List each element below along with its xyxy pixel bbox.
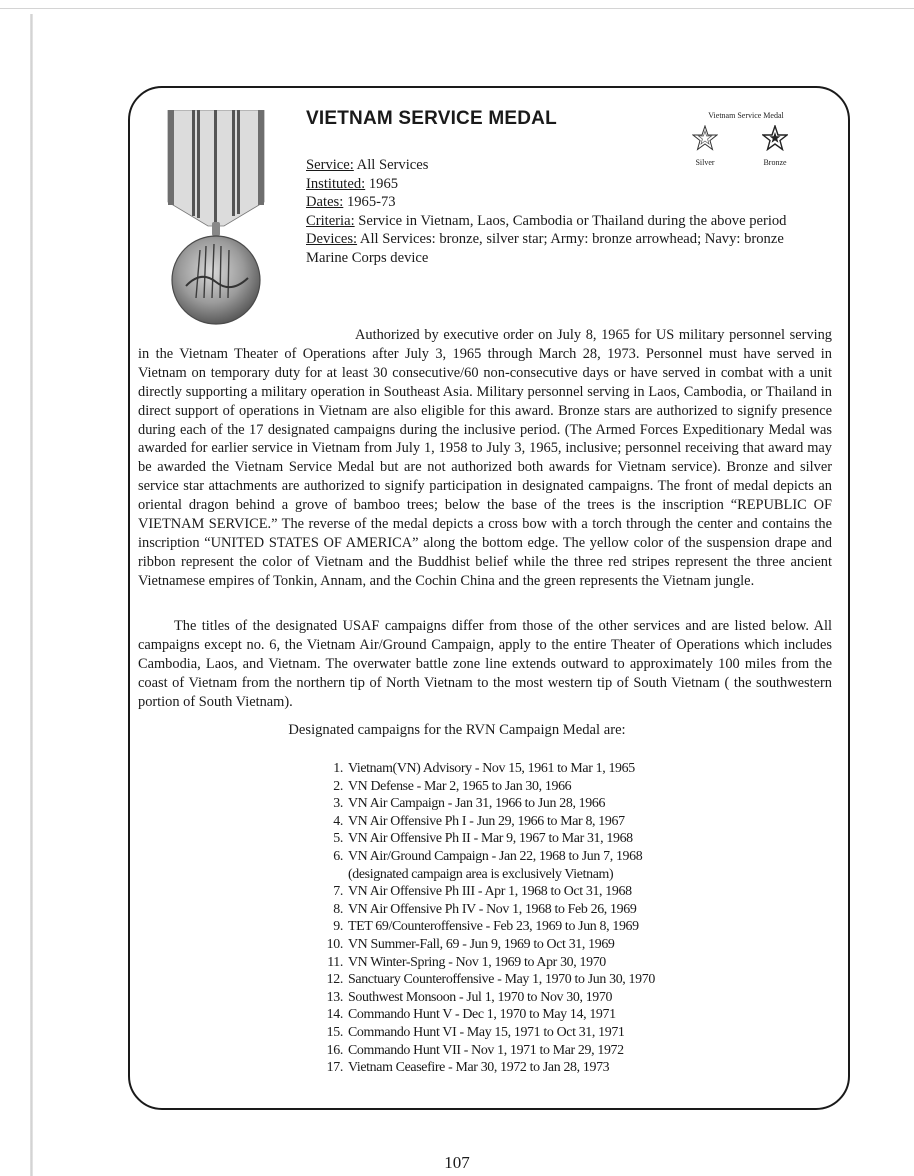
campaign-item: 4. VN Air Offensive Ph I - Jun 29, 1966 to Mar 8, 1967 [333, 813, 625, 829]
campaign-list [324, 760, 804, 1077]
campaign-item: 7. VN Air Offensive Ph III - Apr 1, 1968 to Oct 31, 1968 [333, 884, 632, 900]
campaign-item: 5. VN Air Offensive Ph II - Mar 9, 1967 to Mar 31, 1968 [333, 831, 633, 847]
campaign-item: 12. Sanctuary Counteroffensive - May 1, 1970 to Jun 30, 1970 [326, 972, 655, 988]
medal-ring [212, 222, 220, 236]
fact-instituted: Instituted: 1965 [306, 175, 399, 192]
campaign-item: 8. VN Air Offensive Ph IV - Nov 1, 1968 to Feb 26, 1969 [333, 901, 637, 917]
campaign-item: 6. VN Air/Ground Campaign - Jan 22, 1968 to Jun 7, 1968 [333, 848, 643, 864]
campaign-item: 16. Commando Hunt VII - Nov 1, 1971 to Mar 29, 1972 [326, 1042, 624, 1058]
fact-dates: Dates: 1965-73 [306, 194, 396, 211]
devices-caption: Vietnam Service Medal [708, 111, 784, 120]
campaign-item: 13. Southwest Monsoon - Jul 1, 1970 to Nov 30, 1970 [326, 989, 613, 1005]
medal-ribbon [168, 110, 264, 226]
campaigns-intro: Designated campaigns for the RVN Campaign Medal are: [288, 722, 626, 738]
medal-image [166, 110, 266, 330]
bronze-label: Bronze [763, 158, 787, 167]
bronze-star-icon [762, 125, 788, 151]
silver-label: Silver [695, 158, 715, 167]
body-paragraph-2: The titles of the designated USAF campaigns differ from those of the other services and are listed below. All campaigns except no. 6, the Vietnam Air/Ground Campaign, apply to the entire Theater of Operations which includes Cambodia, Laos, and Vietnam. The overwater battle zone line extends outward to approximately 100 miles from the coast of Vietnam from the northern tip of North Vietnam to the most western tip of South Vietnam ( the southwestern portion of South Vietnam). [138, 618, 832, 710]
medal-title: VIETNAM SERVICE MEDAL [306, 108, 557, 129]
campaign-item: 14. Commando Hunt V - Dec 1, 1970 to May 14, 1971 [326, 1007, 616, 1023]
campaign-6-note: (designated campaign area is exclusively Vietnam) [348, 866, 614, 882]
body-paragraph-1: Authorized by executive order on July 8, 1965 for US military personnel serving in the Vietnam Theater of Operations after July 3, 1965 through March 28, 1973. Personnel must have served in Vietnam on temporary duty for at least 30 consecutive/60 non-consecutive days or have served in combat with a unit directly supporting a military operation in Southeast Asia. Military personnel serving in Laos, Cambodia, or Thailand in direct support of operations in Vietnam are also eligible for this award. Bronze stars are authorized to signify presence during each of the 17 designated campaigns during the inclusive period. (The Armed Forces Expeditionary Medal was awarded for earlier service in Vietnam from July 1, 1958 to July 3, 1965, inclusive; personnel receiving that award may be awarded the Vietnam Service Medal but are not authorized both awards for Vietnam service). Bronze and silver service star attachments are authorized to signify participation in designated campaigns. The front of medal depicts an oriental dragon behind a grove of bamboo trees; below the base of the trees is the inscription “REPUBLIC OF VIETNAM SERVICE.” The reverse of the medal depicts a cross bow with a torch through the center and contains the inscription “UNITED STATES OF AMERICA” along the bottom edge. The yellow color of the suspension drape and ribbon represent the color of Vietnam and the Buddhist belief while the three red stripes represent the three ancient Vietnamese empires of Tonkin, Annam, and the Cochin China and the green represents the Vietnam jungle. [138, 327, 832, 589]
campaign-item: 1. Vietnam(VN) Advisory - Nov 15, 1961 to Mar 1, 1965 [333, 761, 635, 776]
fact-service: Service: All Services [306, 157, 429, 173]
campaign-item: 15. Commando Hunt VI - May 15, 1971 to Oct 31, 1971 [326, 1024, 625, 1040]
scan-binding-edge [30, 14, 33, 1176]
page-number: 107 [444, 1153, 470, 1172]
silver-star-icon [692, 125, 718, 151]
campaign-item: 3. VN Air Campaign - Jan 31, 1966 to Jun 28, 1966 [333, 796, 606, 812]
campaign-item: 9. TET 69/Counteroffensive - Feb 23, 1969 to Jun 8, 1969 [333, 919, 639, 935]
campaign-item: 10. VN Summer-Fall, 69 - Jun 9, 1969 to Oct 31, 1969 [326, 936, 615, 952]
fact-devices: Devices: All Services: bronze, silver star; Army: bronze arrowhead; Navy: bronze Marine Corps device [306, 231, 784, 266]
medal-facts [306, 156, 826, 268]
scan-top-rule [0, 8, 914, 9]
campaign-item: 17. Vietnam Ceasefire - Mar 30, 1972 to Jan 28, 1973 [326, 1060, 610, 1076]
campaign-item: 11. VN Winter-Spring - Nov 1, 1969 to Apr 30, 1970 [327, 954, 606, 970]
campaign-item: 2. VN Defense - Mar 2, 1965 to Jan 30, 1966 [333, 778, 572, 794]
fact-criteria: Criteria: Service in Vietnam, Laos, Cambodia or Thailand during the above period [306, 212, 787, 229]
